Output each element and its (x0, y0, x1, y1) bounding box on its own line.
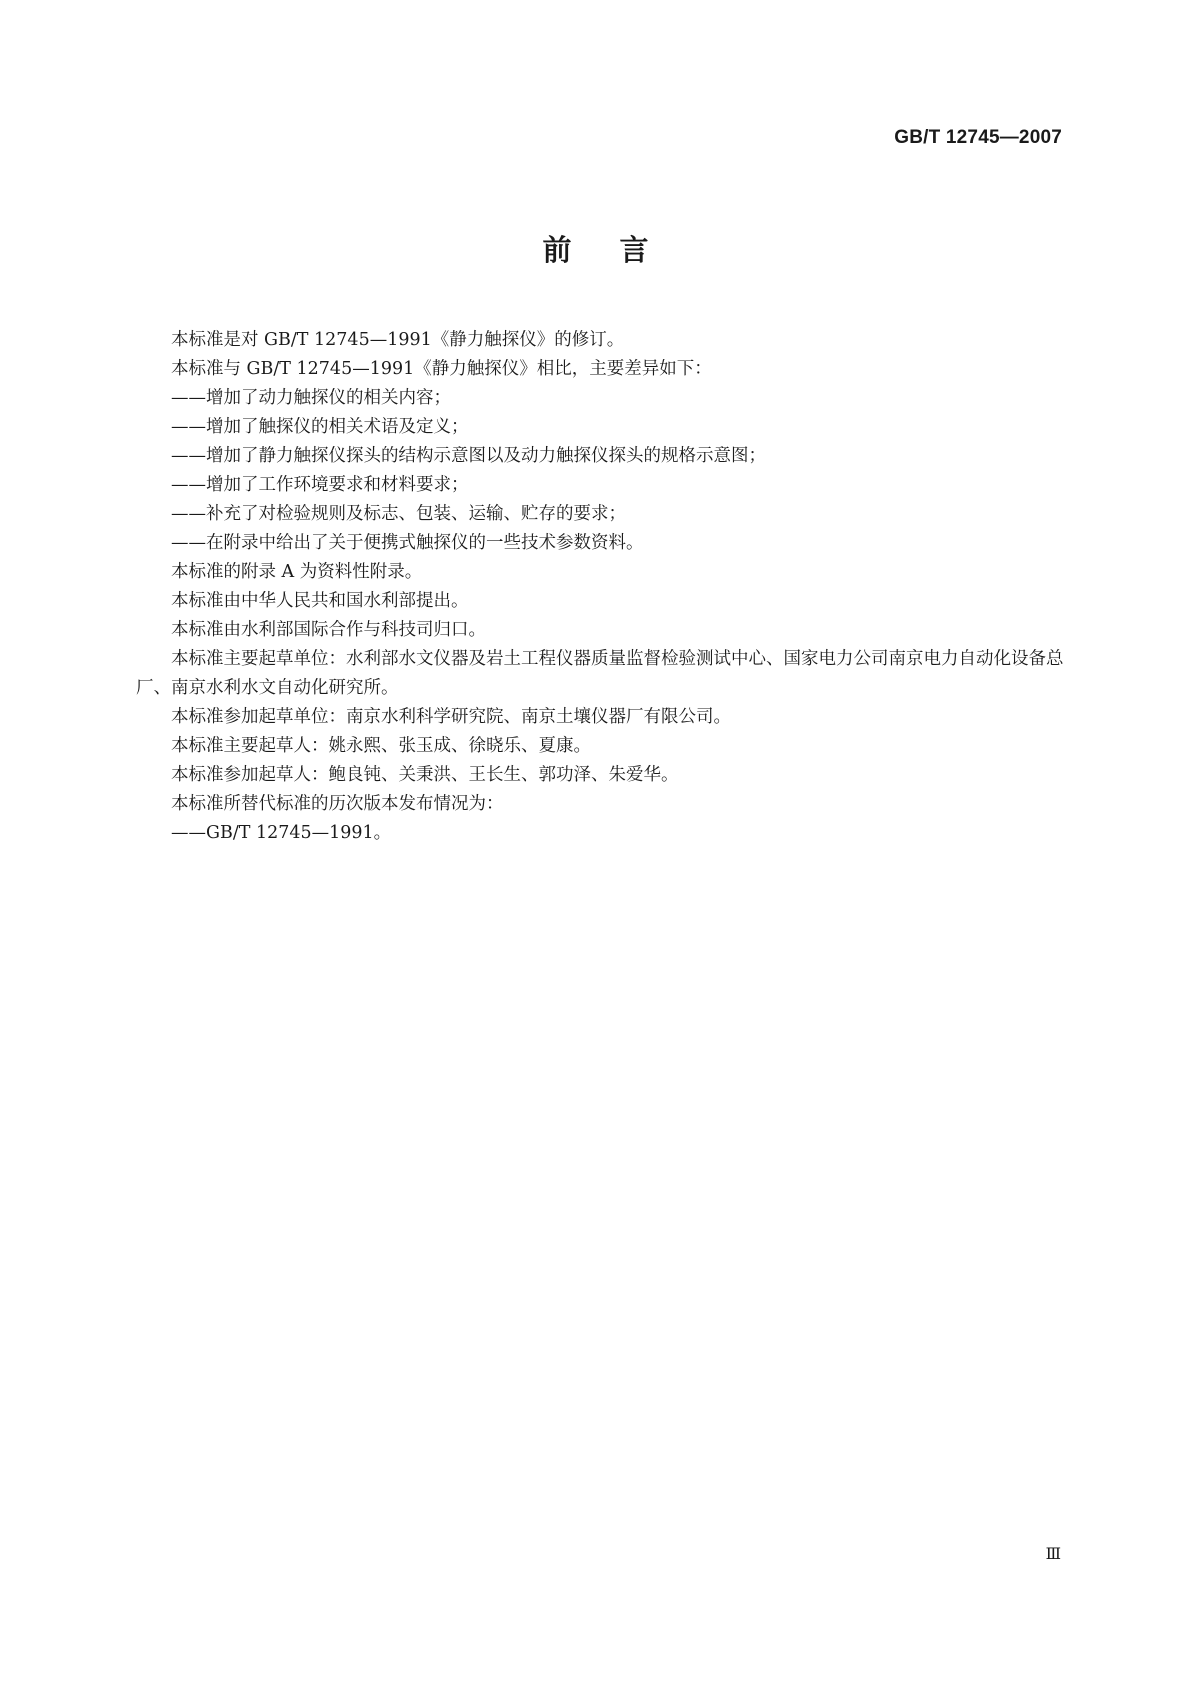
list-item: ——增加了动力触探仪的相关内容； (171, 388, 451, 408)
list-item: ——增加了静力触探仪探头的结构示意图以及动力触探仪探头的规格示意图； (171, 446, 766, 466)
page-number: Ⅲ (1045, 1544, 1061, 1563)
list-item: ——补充了对检验规则及标志、包装、运输、贮存的要求； (171, 504, 626, 524)
list-item: ——GB/T 12745—1991。 (171, 823, 392, 843)
standard-code-header: GB/T 12745—2007 (894, 127, 1062, 148)
list-item: ——增加了触探仪的相关术语及定义； (171, 417, 469, 437)
paragraph: 本标准参加起草人：鲍良钝、关秉洪、王长生、郭功泽、朱爱华。 (171, 765, 679, 785)
paragraph: 本标准由水利部国际合作与科技司归口。 (171, 620, 486, 640)
paragraph: 本标准的附录 A 为资料性附录。 (171, 562, 423, 582)
paragraph: 本标准与 GB/T 12745—1991《静力触探仪》相比，主要差异如下： (171, 359, 712, 379)
paragraph: 本标准所替代标准的历次版本发布情况为： (171, 794, 504, 814)
paragraph: 本标准由中华人民共和国水利部提出。 (171, 591, 469, 611)
paragraph: 本标准参加起草单位：南京水利科学研究院、南京土壤仪器厂有限公司。 (171, 707, 731, 727)
paragraph: 本标准主要起草单位：水利部水文仪器及岩土工程仪器质量监督检验测试中心、国家电力公司南京电力自动化设备总厂、南京水利水文自动化研究所。 (136, 649, 1064, 698)
list-item: ——在附录中给出了关于便携式触探仪的一些技术参数资料。 (171, 533, 644, 553)
foreword-body (136, 326, 1065, 848)
paragraph: 本标准主要起草人：姚永熙、张玉成、徐晓乐、夏康。 (171, 736, 591, 756)
list-item: ——增加了工作环境要求和材料要求； (171, 475, 469, 495)
page-title: 前言 (542, 233, 697, 267)
paragraph: 本标准是对 GB/T 12745—1991《静力触探仪》的修订。 (171, 330, 625, 350)
